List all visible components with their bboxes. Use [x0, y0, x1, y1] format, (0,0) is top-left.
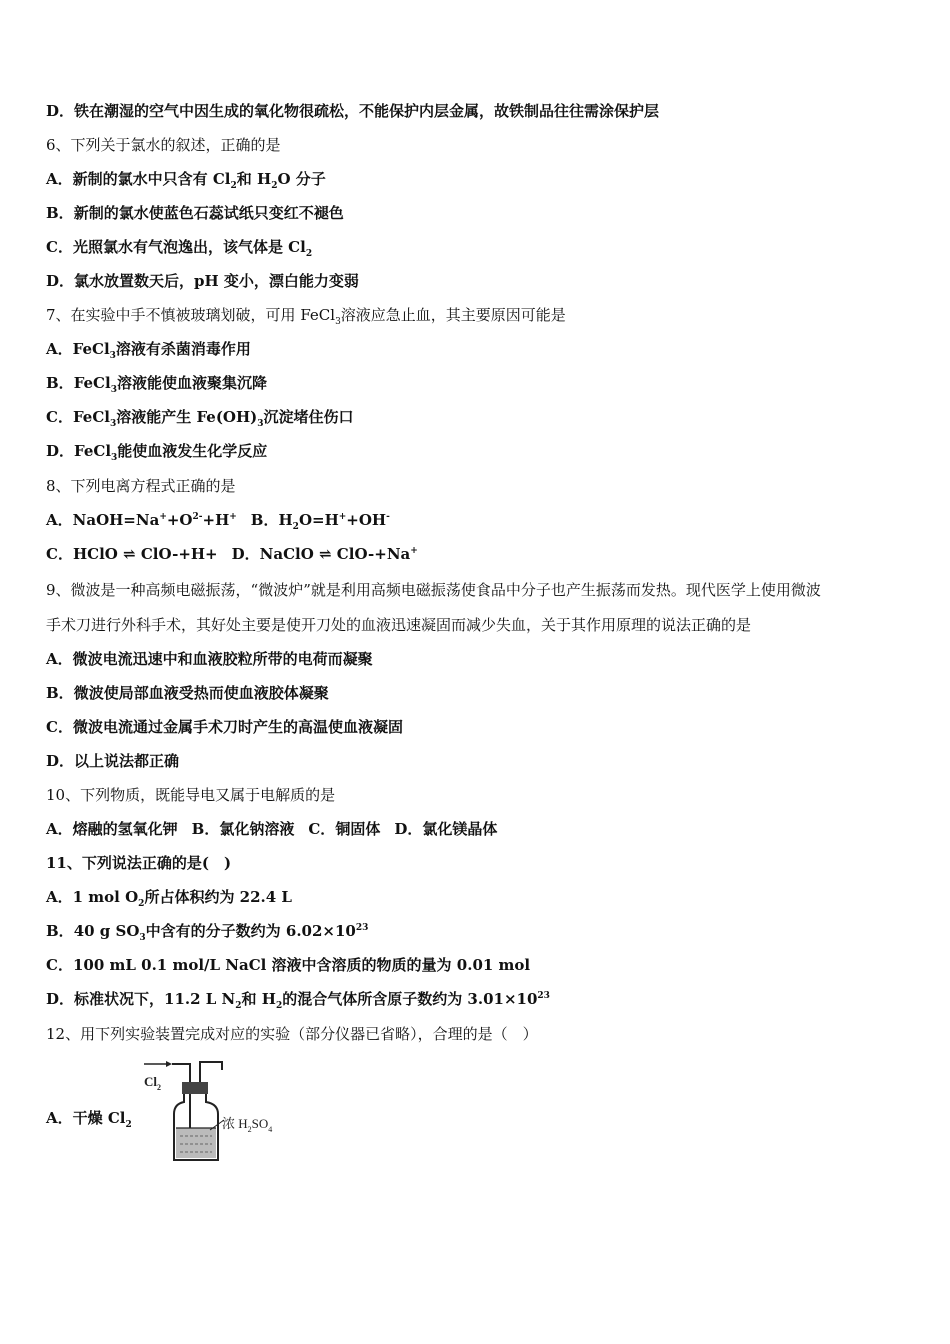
q11-option-a: A．1 mol $O_2$所占体积约为 22.4 L — [46, 888, 292, 909]
q10-option-a: A．熔融的氢氧化钾 — [46, 820, 178, 838]
q7-option-c: C．FeCl$_3$溶液能产生 $Fe(OH)_3$沉淀堵住伤口 — [46, 408, 354, 429]
q8-option-b: B．$H_2O=H^++OH^-$ — [250, 511, 390, 532]
q7-option-b: B．FeCl$_3$溶液能使血液聚集沉降 — [46, 374, 267, 395]
q6-option-c: C．光照氯水有气泡逸出，该气体是 $Cl_2$ — [46, 238, 313, 259]
q10-options — [46, 819, 497, 839]
q10-stem: 10、下列物质，既能导电又属于电解质的是 — [46, 786, 336, 804]
q8-option-c: C．HClO ⇌ ClO-+H+ — [46, 545, 218, 563]
q6-option-a: A．新制的氯水中只含有 $Cl_2$和 $H_2O$ 分子 — [46, 170, 326, 191]
q11-option-d: D．标准状况下，11.2 L $N_2$和 $H_2$的混合气体所含原子数约为 $3.01\times 10^{23}$ — [46, 990, 550, 1011]
q11-option-c: C．100 mL 0.1 mol/L NaCl 溶液中含溶质的物质的量为 0.01 mol — [46, 956, 531, 974]
q12-stem: 12、用下列实验装置完成对应的实验（部分仪器已省略），合理的是（ ） — [46, 1025, 538, 1043]
q8-option-d: D．NaClO ⇌ ClO-+Na+ — [231, 545, 418, 563]
arrow-head — [166, 1061, 172, 1067]
q7-option-d: D．FeCl$_3$能使血液发生化学反应 — [46, 442, 268, 463]
q9-option-d: D．以上说法都正确 — [46, 752, 180, 770]
gas-washing-bottle-figure — [138, 1056, 298, 1168]
q8-option-a: A．$NaOH=Na^++O^{2-}+H^+$ — [46, 511, 237, 529]
q9-option-a: A．微波电流迅速中和血液胶粒所带的电荷而凝聚 — [46, 650, 373, 668]
q6-stem: 6、下列关于氯水的叙述，正确的是 — [46, 136, 281, 154]
q9-stem-line1: 9、微波是一种高频电磁振荡，“微波炉”就是利用高频电磁振荡使食品中分子也产生振荡而发热。现代医学上使用微波 — [46, 581, 821, 599]
q8-options-cd — [46, 544, 418, 564]
q11-stem: 11、下列说法正确的是( ) — [46, 854, 232, 872]
q7-stem: 7、在实验中手不慎被玻璃划破，可用 FeCl$_3$溶液应急止血，其主要原因可能是 — [46, 306, 566, 327]
q9-option-b: B．微波使局部血液受热而使血液胶体凝聚 — [46, 684, 329, 702]
q12-option-a: A．干燥 $Cl_2$ — [46, 1109, 132, 1130]
q8-options-ab — [46, 510, 390, 530]
q6-option-d: D．氯水放置数天后，pH 变小，漂白能力变弱 — [46, 272, 359, 290]
q6-option-b: B．新制的氯水使蓝色石蕊试纸只变红不褪色 — [46, 204, 344, 222]
q10-option-d: D．氯化镁晶体 — [394, 820, 498, 838]
q7-option-a: A．FeCl$_3$溶液有杀菌消毒作用 — [46, 340, 251, 361]
q10-option-b: B．氯化钠溶液 — [191, 820, 295, 838]
gas-label: $Cl_2$ — [144, 1074, 161, 1092]
acid-liquid — [176, 1128, 216, 1158]
q10-option-c: C．铜固体 — [308, 820, 381, 838]
acid-label: 浓 $H_2SO_4$ — [222, 1116, 273, 1134]
q5-option-d: D．铁在潮湿的空气中因生成的氧化物很疏松，不能保护内层金属，故铁制品往往需涂保护层 — [46, 102, 660, 120]
stopper — [182, 1082, 208, 1094]
q9-stem-line2: 手术刀进行外科手术，其好处主要是使开刀处的血液迅速凝固而减少失血，关于其作用原理的说法正确的是 — [46, 616, 752, 634]
q8-stem: 8、下列电离方程式正确的是 — [46, 477, 236, 495]
q11-option-b: B．40 g $SO_3$中含有的分子数约为 $6.02\times 10^{23}$ — [46, 922, 369, 943]
q9-option-c: C．微波电流通过金属手术刀时产生的高温使血液凝固 — [46, 718, 403, 736]
